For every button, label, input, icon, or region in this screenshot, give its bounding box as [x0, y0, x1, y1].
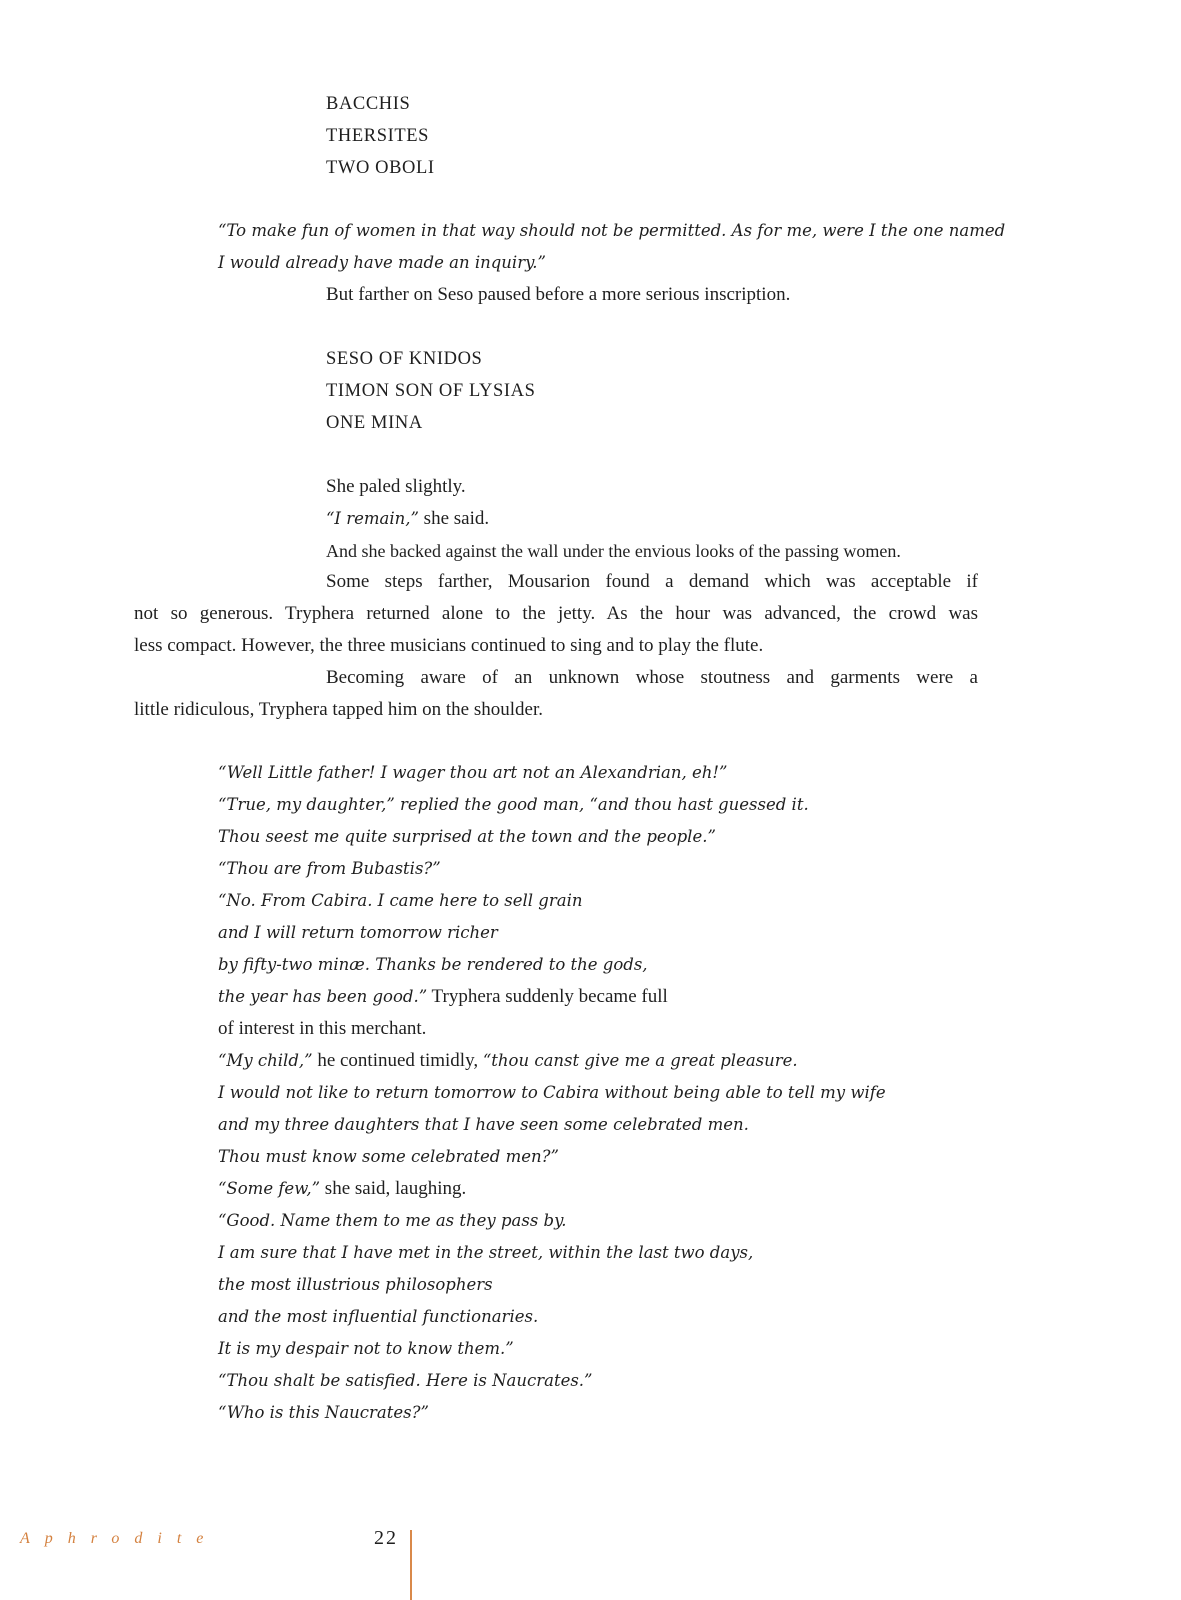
dialogue-line: the most illustrious philosophers	[218, 1275, 493, 1294]
inscription-line: THERSITES	[326, 126, 430, 146]
dialogue-line: Thou seest me quite surprised at the town and the people.”	[218, 827, 716, 846]
dialogue-line: and the most influential functionaries.	[218, 1307, 539, 1326]
dialogue-line: “Good. Name them to me as they pass by.	[218, 1211, 567, 1230]
inscription-line: SESO OF KNIDOS	[326, 349, 483, 369]
dialogue-line: “No. From Cabira. I came here to sell grain	[218, 891, 583, 910]
dialogue-line: I would not like to return tomorrow to Cabira without being able to tell my wife	[218, 1083, 886, 1102]
dialogue-line: of interest in this merchant.	[218, 1018, 427, 1039]
paragraph-line: Becoming aware of an unknown whose stoutness and garments were a	[326, 667, 978, 688]
quote-text: “I remain,”	[326, 509, 419, 528]
quote-text: “True, my daughter,”	[218, 795, 395, 814]
dialogue-line: and I will return tomorrow richer	[218, 923, 498, 942]
dialogue-line: “Who is this Naucrates?”	[218, 1403, 429, 1422]
page-number: 22	[374, 1527, 398, 1549]
dialogue-line: I am sure that I have met in the street, within the last two days,	[218, 1243, 754, 1262]
quote-text: “and thou hast guessed it.	[589, 795, 809, 814]
dialogue-line: by fifty-two minæ. Thanks be rendered to the gods,	[218, 955, 648, 974]
dialogue-line: “Thou are from Bubastis?”	[218, 859, 441, 878]
quote-text: “thou canst give me a great pleasure.	[482, 1051, 798, 1070]
narration-text: she said.	[418, 508, 490, 529]
inscription-line: TIMON SON OF LYSIAS	[326, 381, 536, 401]
narration-text: she said, laughing.	[320, 1178, 467, 1199]
paragraph-line: She paled slightly.	[326, 476, 466, 497]
dialogue-line: It is my despair not to know them.”	[218, 1339, 514, 1358]
footer-divider	[410, 1530, 412, 1600]
dialogue-line: and my three daughters that I have seen some celebrated men.	[218, 1115, 749, 1134]
inscription-line: ONE MINA	[326, 413, 423, 433]
paragraph-line	[326, 503, 489, 535]
dialogue-line: “Thou shalt be satisfied. Here is Naucrates.”	[218, 1371, 593, 1390]
paragraph-line: But farther on Seso paused before a more serious inscription.	[326, 284, 791, 305]
paragraph-line: less compact. However, the three musicians continued to sing and to play the flute.	[134, 635, 764, 656]
paragraph-line: little ridiculous, Tryphera tapped him on the shoulder.	[134, 699, 543, 720]
narration-text: he continued timidly,	[312, 1050, 483, 1071]
quote-text: “My child,”	[218, 1051, 313, 1070]
dialogue-line	[218, 1045, 798, 1077]
quote-text: “Some few,”	[218, 1179, 321, 1198]
dialogue-line	[218, 1173, 466, 1205]
inscription-line: BACCHIS	[326, 94, 411, 114]
inscription-line: TWO OBOLI	[326, 158, 435, 178]
paragraph-line: I would already have made an inquiry.”	[218, 253, 546, 272]
running-footer-title: Aphrodite	[20, 1530, 219, 1547]
dialogue-line: “Well Little father! I wager thou art not an Alexandrian, eh!”	[218, 763, 728, 782]
dialogue-line	[218, 981, 668, 1013]
quote-text: the year has been good.”	[218, 987, 428, 1006]
paragraph-line: And she backed against the wall under the envious looks of the passing women.	[326, 541, 901, 561]
paragraph-line: “To make fun of women in that way should not be permitted. As for me, were I the one named	[218, 221, 1006, 240]
dialogue-line	[218, 789, 809, 821]
paragraph-line: not so generous. Tryphera returned alone to the jetty. As the hour was advanced, the crowd was	[134, 603, 978, 624]
narration-text: replied the good man,	[394, 795, 590, 814]
paragraph-line: Some steps farther, Mousarion found a demand which was acceptable if	[326, 571, 978, 592]
dialogue-line: Thou must know some celebrated men?”	[218, 1147, 559, 1166]
narration-text: Tryphera suddenly became full	[427, 986, 668, 1007]
